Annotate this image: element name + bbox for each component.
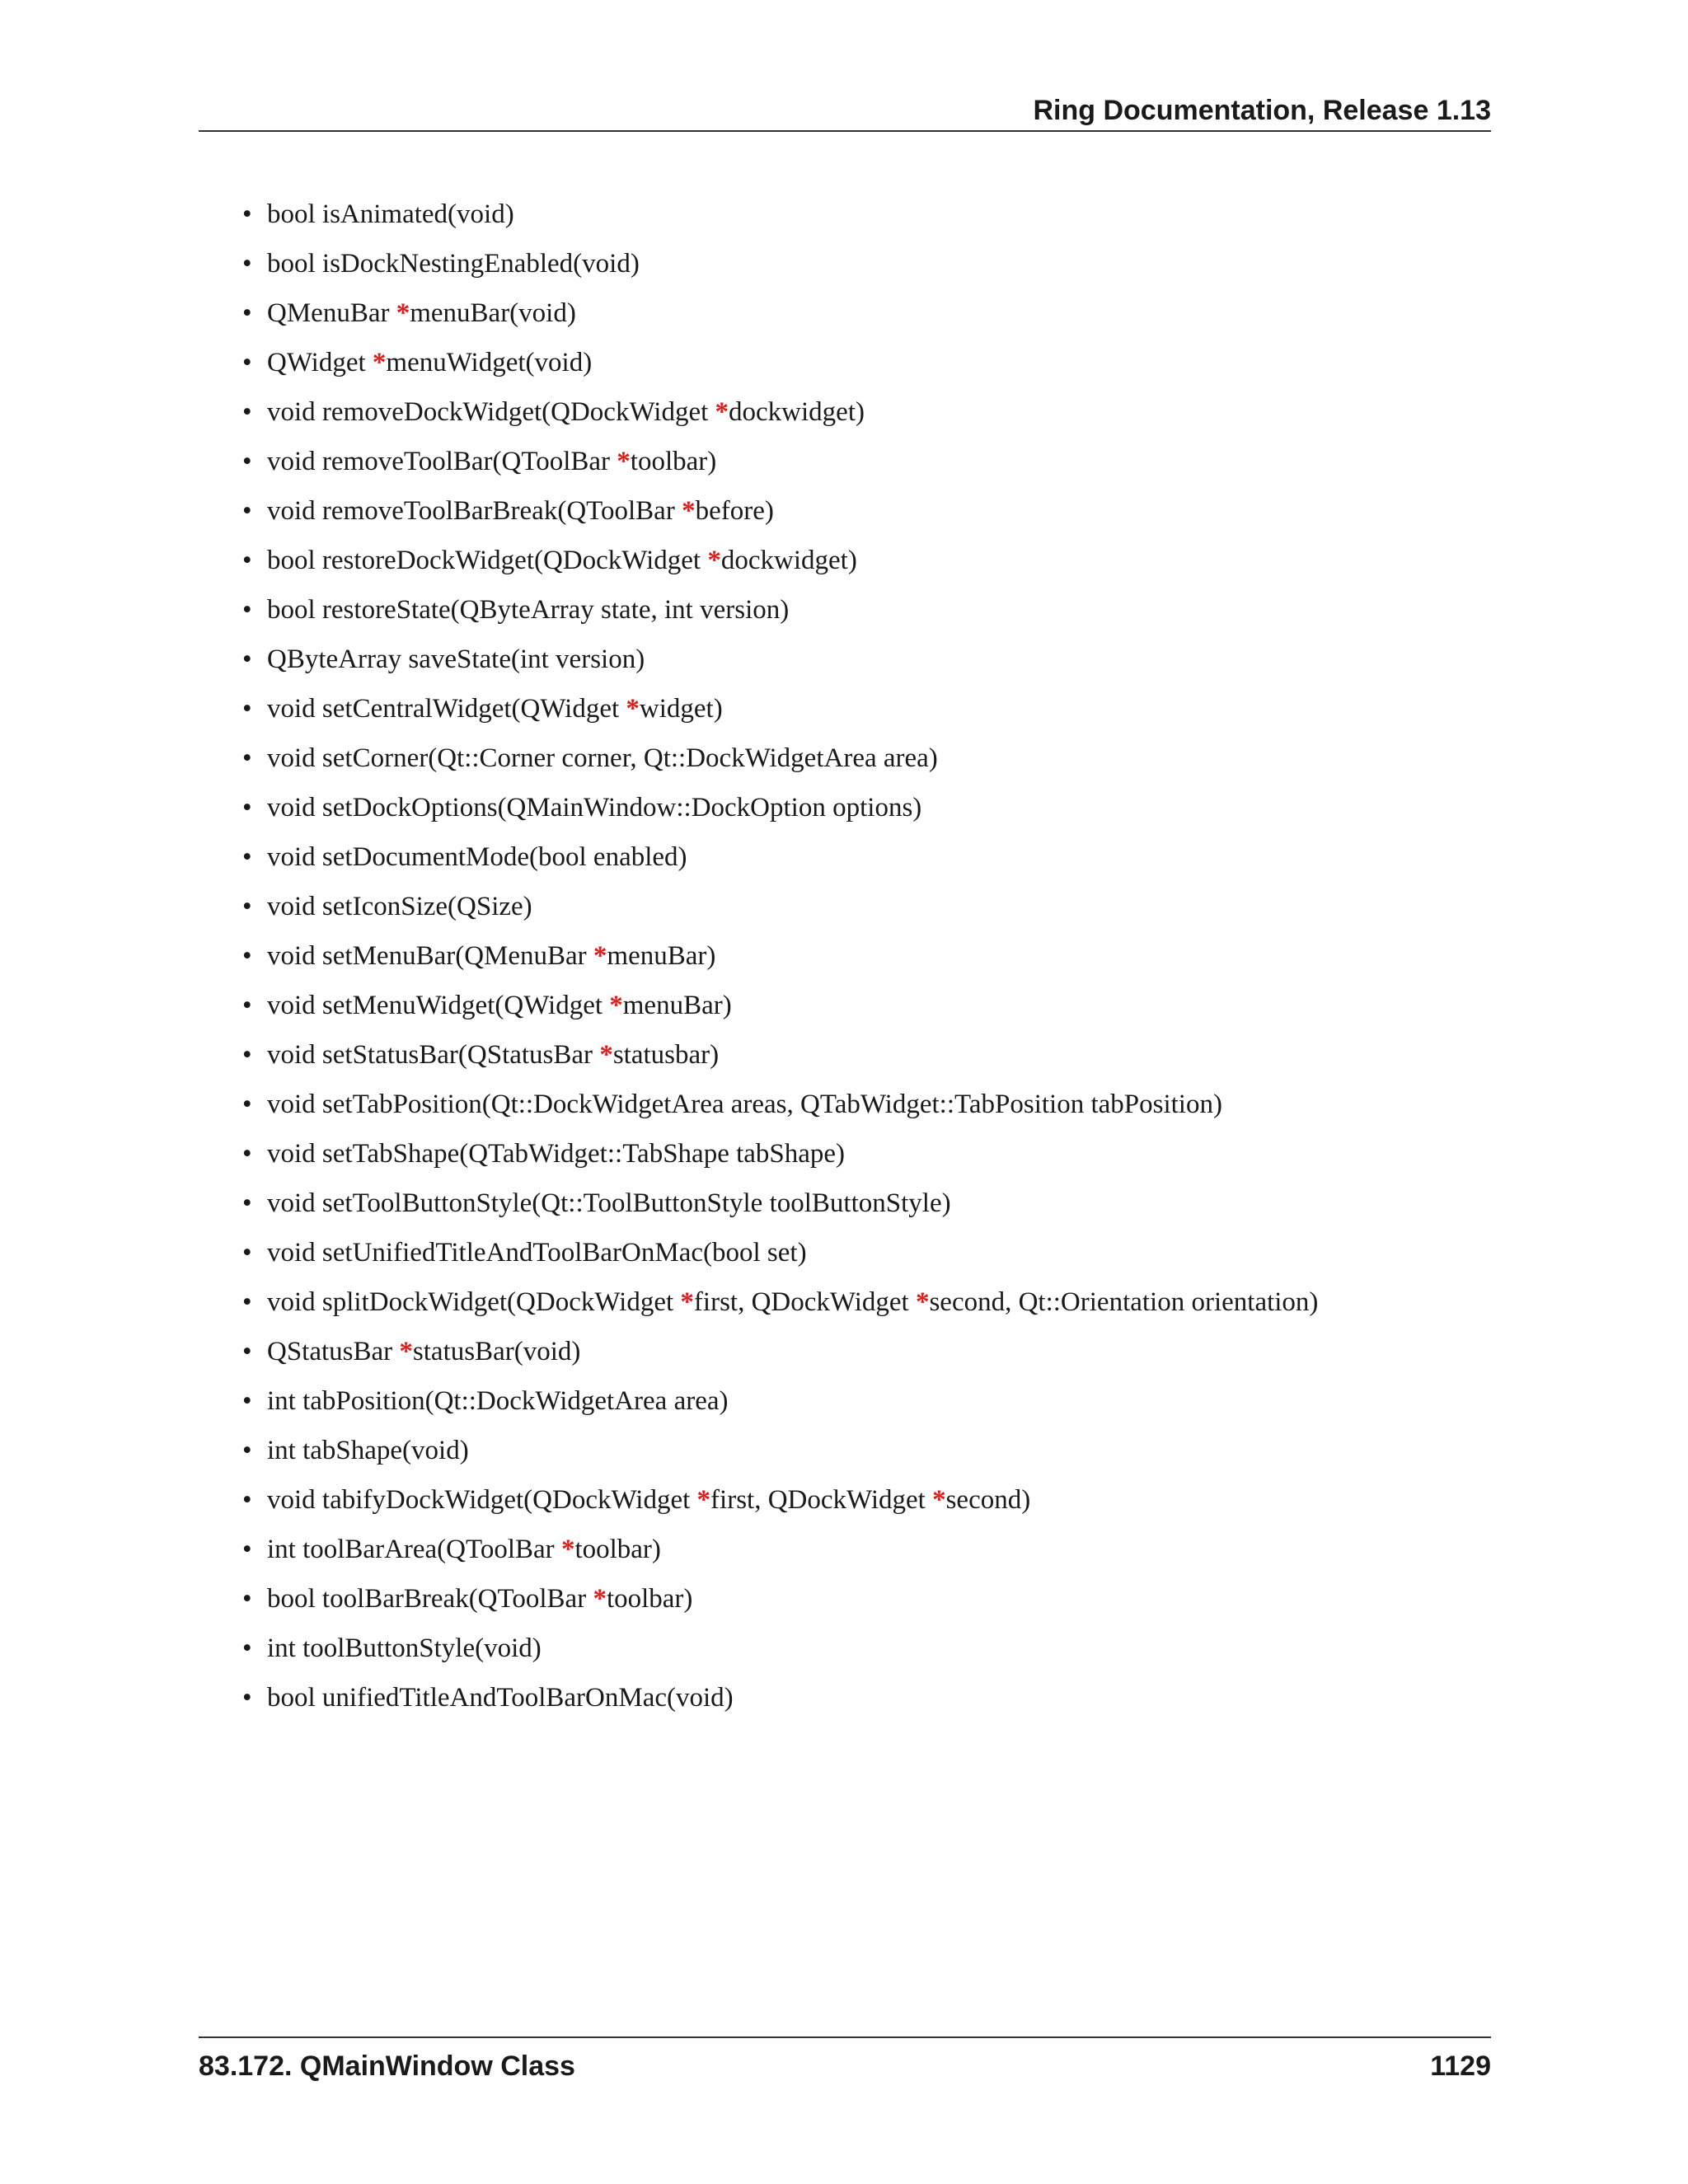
- signature-text: QMenuBar: [267, 298, 396, 328]
- method-signature: [267, 544, 857, 577]
- method-signature: [267, 494, 774, 527]
- method-signature: [267, 297, 576, 330]
- signature-text: menuWidget(void): [386, 348, 593, 377]
- signature-text: int tabPosition(Qt::DockWidgetArea area): [267, 1386, 729, 1416]
- signature-text: void setUnifiedTitleAndToolBarOnMac(bool set): [267, 1238, 807, 1268]
- signature-text: void setCentralWidget(QWidget: [267, 694, 626, 724]
- method-signature: [267, 791, 921, 824]
- bullet-icon: •: [242, 397, 252, 427]
- signature-text: widget): [639, 694, 723, 724]
- signature-text: void setMenuWidget(QWidget: [267, 991, 610, 1020]
- signature-text: toolbar): [606, 1584, 693, 1614]
- signature-text: void setCorner(Qt::Corner corner, Qt::DockWidgetArea area): [267, 743, 938, 773]
- signature-text: void setTabPosition(Qt::DockWidgetArea areas, QTabWidget::TabPosition tabPosition): [267, 1090, 1222, 1119]
- bullet-icon: •: [242, 496, 252, 526]
- bullet-icon: •: [242, 199, 252, 229]
- bullet-icon: •: [242, 892, 252, 921]
- signature-text: void removeToolBar(QToolBar: [267, 447, 617, 476]
- pointer-asterisk: *: [696, 1485, 711, 1515]
- bullet-icon: •: [242, 1188, 252, 1218]
- method-signature: [267, 1533, 661, 1566]
- method-signature: [267, 1582, 692, 1615]
- section-title: 83.172. QMainWindow Class: [199, 2050, 575, 2082]
- bullet-icon: •: [242, 941, 252, 971]
- bullet-icon: •: [242, 546, 252, 575]
- method-signature: [267, 1632, 542, 1665]
- signature-text: bool isAnimated(void): [267, 199, 514, 229]
- method-signature: [267, 1187, 951, 1220]
- bullet-icon: •: [242, 644, 252, 674]
- method-signature: [267, 742, 938, 775]
- signature-text: bool unifiedTitleAndToolBarOnMac(void): [267, 1683, 734, 1713]
- bullet-icon: •: [242, 991, 252, 1020]
- pointer-asterisk: *: [399, 1337, 413, 1366]
- bullet-icon: •: [242, 1337, 252, 1366]
- bullet-icon: •: [242, 447, 252, 476]
- signature-text: QWidget: [267, 348, 373, 377]
- bullet-icon: •: [242, 1040, 252, 1070]
- signature-text: before): [695, 496, 774, 526]
- bullet-icon: •: [242, 842, 252, 872]
- method-signature: [267, 1286, 1318, 1319]
- bullet-icon: •: [242, 595, 252, 625]
- bullet-icon: •: [242, 1584, 252, 1614]
- signature-text: toolbar): [630, 447, 717, 476]
- method-signature: [267, 1088, 1222, 1121]
- bullet-icon: •: [242, 298, 252, 328]
- bullet-icon: •: [242, 1139, 252, 1169]
- pointer-asterisk: *: [372, 348, 387, 377]
- pointer-asterisk: *: [915, 1287, 930, 1317]
- bullet-icon: •: [242, 1485, 252, 1515]
- method-signature: [267, 1483, 1030, 1516]
- pointer-asterisk: *: [715, 397, 729, 427]
- signature-text: bool isDockNestingEnabled(void): [267, 249, 640, 279]
- signature-text: void setToolButtonStyle(Qt::ToolButtonStyle toolButtonStyle): [267, 1188, 951, 1218]
- pointer-asterisk: *: [680, 1287, 694, 1317]
- signature-text: void removeToolBarBreak(QToolBar: [267, 496, 682, 526]
- bullet-icon: •: [242, 1535, 252, 1564]
- document-title: Ring Documentation, Release 1.13: [1033, 95, 1491, 126]
- signature-text: void splitDockWidget(QDockWidget: [267, 1287, 681, 1317]
- pointer-asterisk: *: [396, 298, 410, 328]
- page-number: 1129: [1430, 2050, 1491, 2082]
- signature-text: QByteArray saveState(int version): [267, 644, 645, 674]
- pointer-asterisk: *: [932, 1485, 946, 1515]
- bullet-icon: •: [242, 1090, 252, 1119]
- method-signature: [267, 643, 645, 676]
- method-signature: [267, 247, 640, 280]
- signature-text: menuBar(void): [410, 298, 576, 328]
- bullet-icon: •: [242, 1386, 252, 1416]
- signature-text: int tabShape(void): [267, 1436, 469, 1465]
- pointer-asterisk: *: [707, 546, 721, 575]
- signature-text: void tabifyDockWidget(QDockWidget: [267, 1485, 697, 1515]
- signature-text: first, QDockWidget: [693, 1287, 916, 1317]
- bullet-icon: •: [242, 793, 252, 823]
- bullet-icon: •: [242, 348, 252, 377]
- signature-text: int toolButtonStyle(void): [267, 1633, 542, 1663]
- method-signature: [267, 1385, 729, 1418]
- signature-text: void setDocumentMode(bool enabled): [267, 842, 687, 872]
- method-signature: [267, 1236, 807, 1269]
- bullet-icon: •: [242, 743, 252, 773]
- signature-text: dockwidget): [729, 397, 865, 427]
- method-signature: [267, 890, 532, 923]
- signature-text: void setIconSize(QSize): [267, 892, 532, 921]
- bullet-icon: •: [242, 1436, 252, 1465]
- bullet-icon: •: [242, 694, 252, 724]
- signature-text: statusBar(void): [412, 1337, 581, 1366]
- pointer-asterisk: *: [593, 1584, 607, 1614]
- signature-text: void setTabShape(QTabWidget::TabShape tabShape): [267, 1139, 846, 1169]
- method-signature: [267, 1335, 580, 1368]
- pointer-asterisk: *: [609, 991, 623, 1020]
- signature-text: void setStatusBar(QStatusBar: [267, 1040, 600, 1070]
- signature-text: second): [945, 1485, 1031, 1515]
- signature-text: statusbar): [612, 1040, 720, 1070]
- bullet-icon: •: [242, 1683, 252, 1713]
- bullet-icon: •: [242, 1238, 252, 1268]
- method-signature: [267, 940, 715, 972]
- signature-text: bool restoreState(QByteArray state, int version): [267, 595, 790, 625]
- pointer-asterisk: *: [593, 941, 607, 971]
- signature-text: void setDockOptions(QMainWindow::DockOption options): [267, 793, 922, 823]
- signature-text: bool toolBarBreak(QToolBar: [267, 1584, 593, 1614]
- page-header: [199, 87, 1491, 132]
- method-signature: [267, 445, 716, 478]
- signature-text: menuBar): [622, 991, 732, 1020]
- bullet-icon: •: [242, 1633, 252, 1663]
- method-signature: [267, 593, 789, 626]
- signature-text: dockwidget): [720, 546, 857, 575]
- pointer-asterisk: *: [626, 694, 640, 724]
- signature-text: second, Qt::Orientation orientation): [929, 1287, 1319, 1317]
- signature-text: void removeDockWidget(QDockWidget: [267, 397, 715, 427]
- bullet-icon: •: [242, 1287, 252, 1317]
- method-signature: [267, 396, 865, 429]
- method-signature: [267, 692, 723, 725]
- method-signature: [267, 1434, 469, 1467]
- pointer-asterisk: *: [617, 447, 631, 476]
- page-footer: [199, 2036, 1491, 2088]
- signature-text: toolbar): [574, 1535, 661, 1564]
- signature-text: int toolBarArea(QToolBar: [267, 1535, 561, 1564]
- method-signature: [267, 1137, 845, 1170]
- bullet-icon: •: [242, 249, 252, 279]
- signature-text: bool restoreDockWidget(QDockWidget: [267, 546, 708, 575]
- method-signature: [267, 1681, 734, 1714]
- method-signature: [267, 841, 687, 874]
- pointer-asterisk: *: [599, 1040, 613, 1070]
- method-signature: [267, 346, 592, 379]
- method-signature: [267, 198, 514, 231]
- pointer-asterisk: *: [560, 1535, 575, 1564]
- method-signature: [267, 989, 732, 1022]
- signature-text: menuBar): [607, 941, 716, 971]
- signature-text: void setMenuBar(QMenuBar: [267, 941, 593, 971]
- signature-text: first, QDockWidget: [710, 1485, 933, 1515]
- pointer-asterisk: *: [682, 496, 696, 526]
- signature-text: QStatusBar: [267, 1337, 400, 1366]
- method-signature: [267, 1038, 719, 1071]
